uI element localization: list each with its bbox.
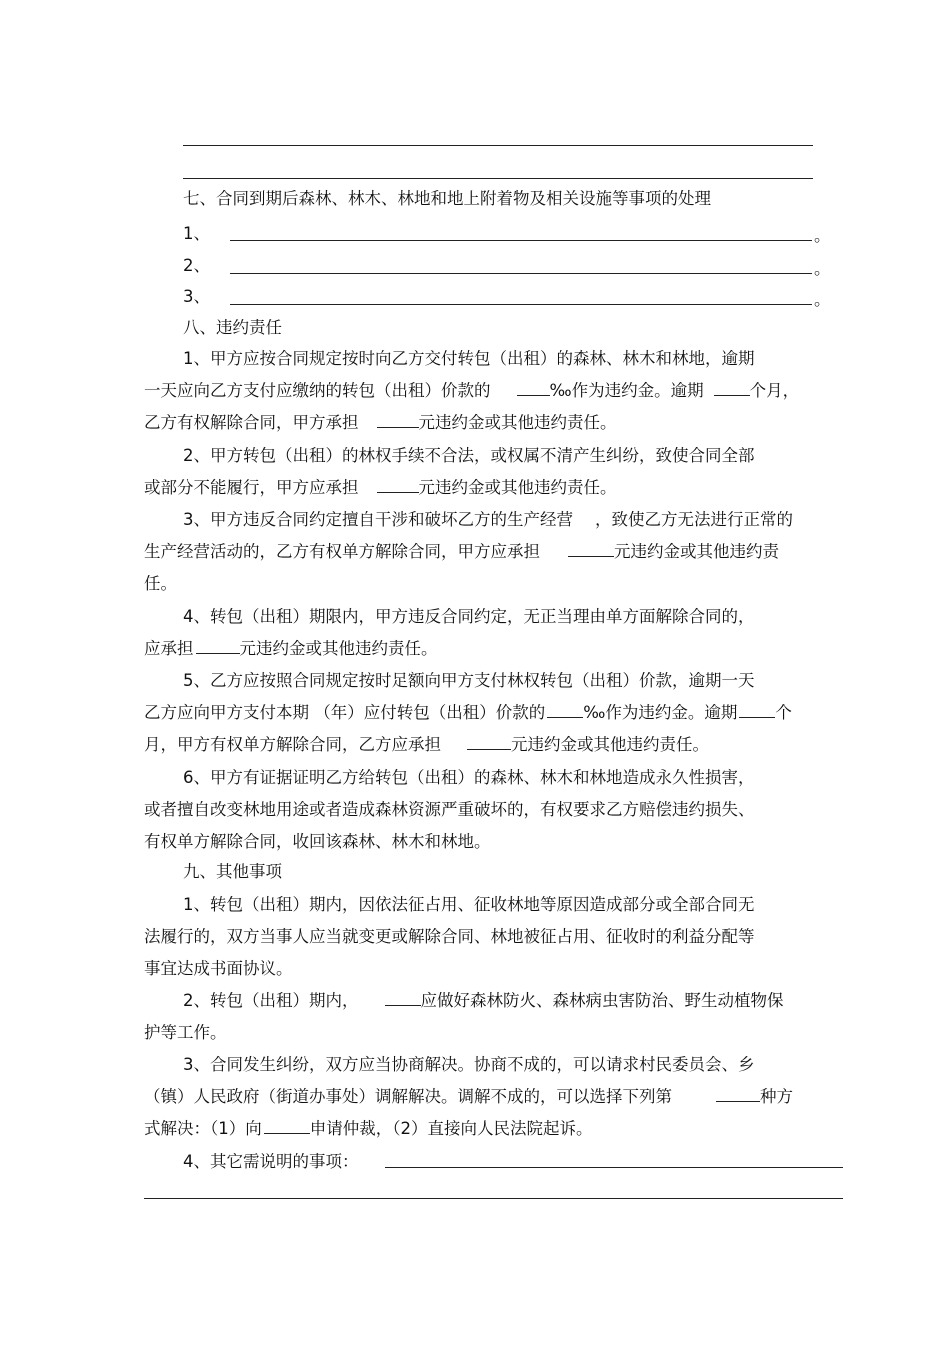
s8-p5-line-3: 月，甲方有权单方解除合同，乙方应承担 元违约金或其他违约责任。 [144, 735, 709, 754]
s8-p5-amount-blank[interactable] [467, 734, 511, 750]
s7-item-3-end: 。 [814, 290, 831, 309]
s8-p1-line-2: 一天应向乙方支付应缴纳的转包（出租）价款的 ‰作为违约金。逾期 个月， [144, 381, 800, 400]
s7-item-2-number: 2、 [183, 256, 210, 275]
s9-p4-blank-2[interactable] [144, 1198, 843, 1199]
s7-item-1-number: 1、 [183, 224, 210, 243]
s8-p4-line-2: 应承担 元违约金或其他违约责任。 [144, 639, 438, 658]
s7-item-2-blank[interactable] [230, 273, 812, 274]
s8-p6-line-1: 6、甲方有证据证明乙方给转包（出租）的森林、林木和林地造成永久性损害， [183, 768, 755, 787]
s8-p2-line-1: 2、甲方转包（出租）的林权手续不合法，或权属不清产生纠纷，致使合同全部 [183, 446, 755, 465]
s9-p2-party-blank[interactable] [385, 990, 421, 1006]
s8-p3-line-1: 3、甲方违反合同约定擅自干涉和破坏乙方的生产经营 ，致使乙方无法进行正常的 [183, 510, 793, 529]
s9-p4-blank-1[interactable] [385, 1167, 843, 1168]
s8-p5-permille-blank[interactable] [547, 702, 583, 718]
s9-p1-line-3: 事宜达成书面协议。 [144, 959, 293, 978]
s8-p4-amount-blank[interactable] [196, 638, 240, 654]
section-7-heading: 七、合同到期后森林、林木、林地和地上附着物及相关设施等事项的处理 [183, 189, 711, 208]
s8-p1-permille-blank[interactable] [517, 380, 550, 396]
s8-p1-line-3: 乙方有权解除合同，甲方承担 元违约金或其他违约责任。 [144, 413, 617, 432]
s9-p1-line-1: 1、转包（出租）期内，因依法征占用、征收林地等原因造成部分或全部合同无 [183, 895, 755, 914]
s9-p3-arbitration-blank[interactable] [264, 1118, 310, 1134]
blank-line-top-1[interactable] [183, 145, 813, 146]
s9-p4-line-1: 4、其它需说明的事项： [183, 1152, 359, 1171]
s9-p2-line-1: 2、转包（出租）期内， 应做好森林防火、森林病虫害防治、野生动植物保 [183, 991, 784, 1010]
s7-item-1-end: 。 [814, 226, 831, 245]
s8-p1-amount-blank[interactable] [377, 412, 419, 428]
s8-p3-amount-blank[interactable] [568, 541, 614, 557]
s9-p3-method-blank[interactable] [716, 1086, 760, 1102]
section-8-heading: 八、违约责任 [183, 318, 282, 337]
section-9-heading: 九、其他事项 [183, 862, 282, 881]
s9-p2-line-2: 护等工作。 [144, 1023, 227, 1042]
s7-item-3-blank[interactable] [230, 304, 812, 305]
s8-p1-months-blank[interactable] [714, 380, 750, 396]
s8-p1-line-1: 1、甲方应按合同规定按时向乙方交付转包（出租）的森林、林木和林地，逾期 [183, 349, 755, 368]
s8-p2-amount-blank[interactable] [377, 477, 419, 493]
s8-p3-line-2: 生产经营活动的，乙方有权单方解除合同，甲方应承担 元违约金或其他违约责 [144, 542, 779, 561]
s8-p5-line-2: 乙方应向甲方支付本期 （年）应付转包（出租）价款的 ‰作为违约金。逾期 个 [144, 703, 792, 722]
s8-p6-line-3: 有权单方解除合同，收回该森林、林木和林地。 [144, 832, 491, 851]
s7-item-1-blank[interactable] [230, 240, 812, 241]
s7-item-2-end: 。 [814, 259, 831, 278]
s9-p3-line-1: 3、合同发生纠纷，双方应当协商解决。协商不成的，可以请求村民委员会、乡 [183, 1055, 755, 1074]
s8-p5-months-blank[interactable] [739, 702, 775, 718]
s8-p3-line-3: 任。 [144, 574, 177, 593]
s9-p3-line-3: 式解决：（1）向 申请仲裁，（2）直接向人民法院起诉。 [144, 1119, 593, 1138]
s8-p5-line-1: 5、乙方应按照合同规定按时足额向甲方支付林权转包（出租）价款，逾期一天 [183, 671, 755, 690]
s9-p1-line-2: 法履行的，双方当事人应当就变更或解除合同、林地被征占用、征收时的利益分配等 [144, 927, 755, 946]
s8-p6-line-2: 或者擅自改变林地用途或者造成森林资源严重破坏的，有权要求乙方赔偿违约损失、 [144, 800, 755, 819]
s8-p4-line-1: 4、转包（出租）期限内，甲方违反合同约定，无正当理由单方面解除合同的， [183, 607, 755, 626]
s9-p3-line-2: （镇）人民政府（街道办事处）调解解决。调解不成的，可以选择下列第 种方 [144, 1087, 793, 1106]
s8-p2-line-2: 或部分不能履行，甲方应承担 元违约金或其他违约责任。 [144, 478, 617, 497]
blank-line-top-2[interactable] [183, 178, 813, 179]
s7-item-3-number: 3、 [183, 287, 210, 306]
